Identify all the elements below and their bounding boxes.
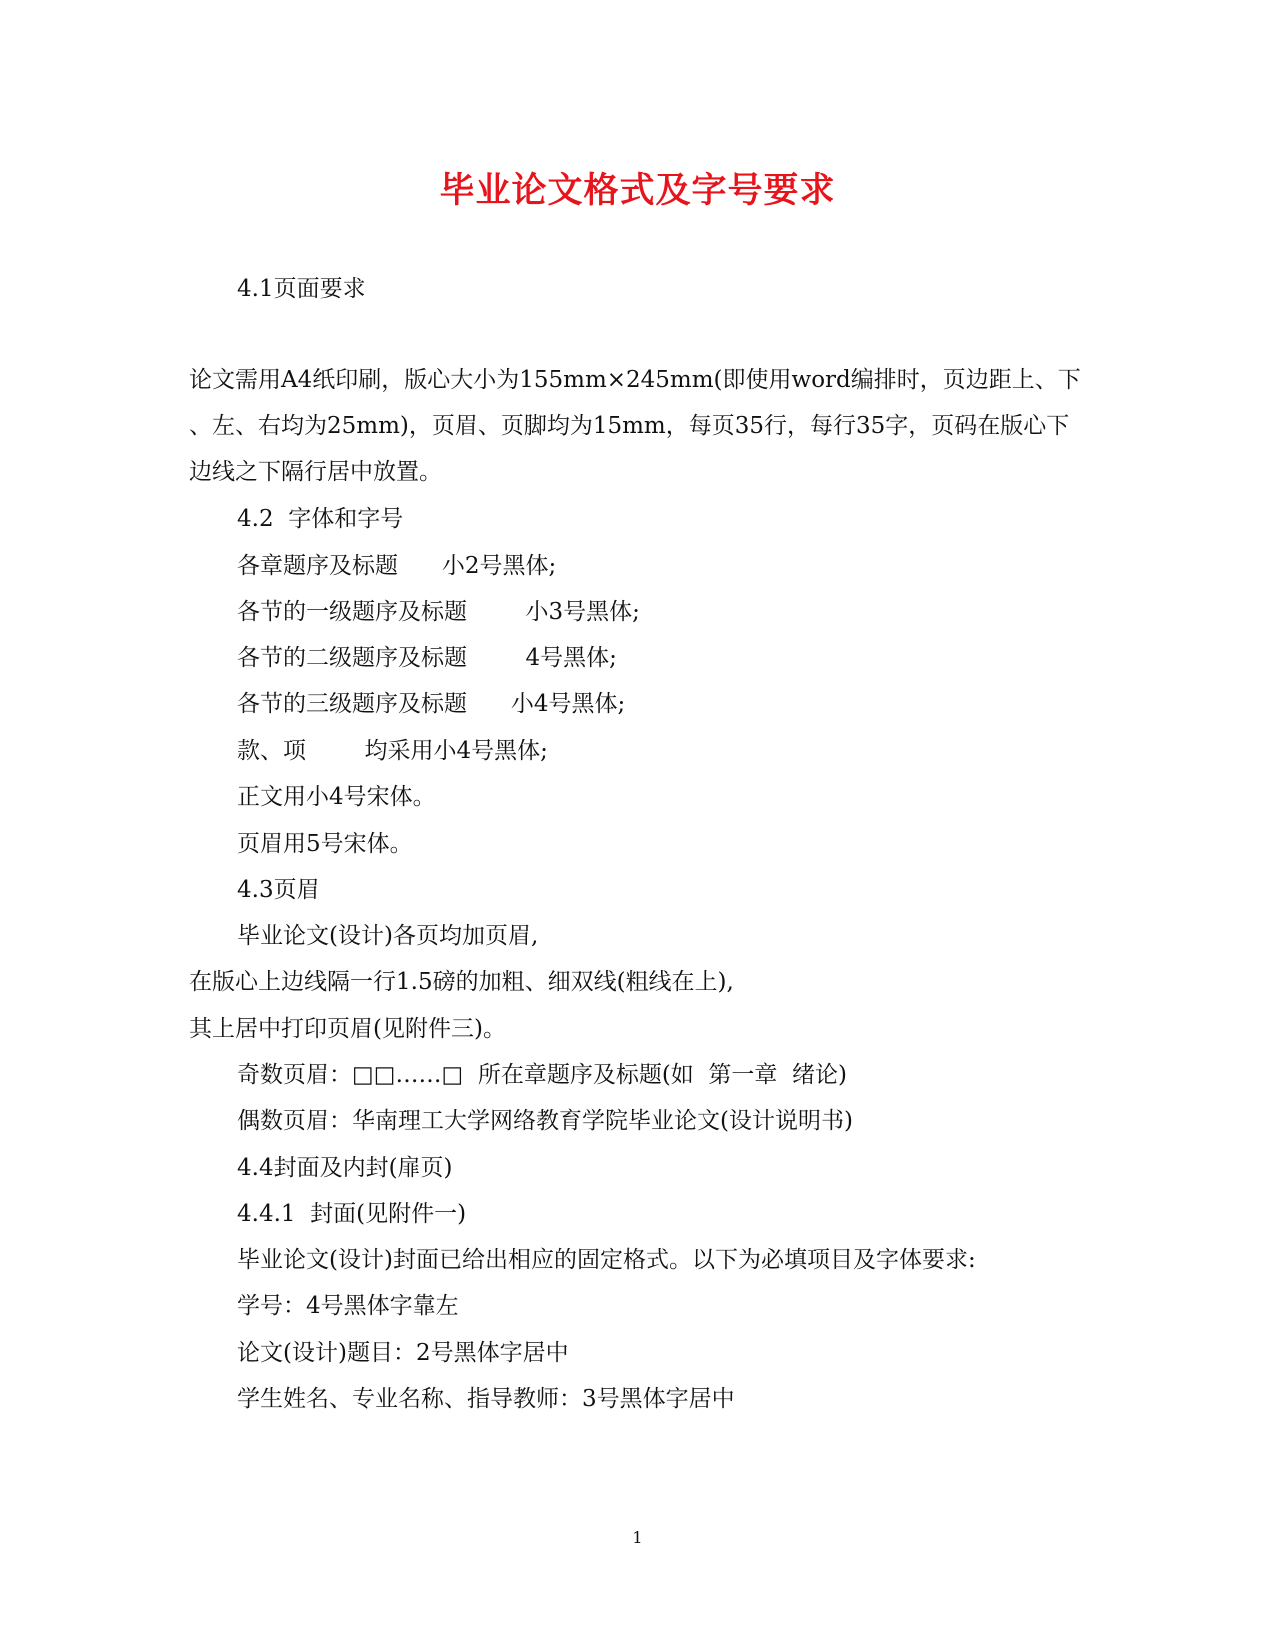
page-number: 1 — [632, 1528, 643, 1547]
list-item: 款、项 均采用小4号黑体; — [237, 738, 548, 764]
list-item: 学号：4号黑体字靠左 — [237, 1293, 459, 1319]
document-title: 毕业论文格式及字号要求 — [439, 170, 836, 211]
list-item: 各节的三级题序及标题 小4号黑体; — [237, 691, 626, 717]
paragraph-line: 、左、右均为25mm)，页眉、页脚均为15mm，每页35行，每行35字，页码在版心下 — [189, 413, 1070, 439]
section-heading-4-4-1: 4.4.1 封面(见附件一) — [237, 1201, 467, 1227]
list-item: 各节的一级题序及标题 小3号黑体; — [237, 599, 640, 625]
section-heading-4-2: 4.2 字体和字号 — [237, 506, 404, 532]
paragraph-line: 奇数页眉：□□……□ 所在章题序及标题(如 第一章 绪论) — [237, 1062, 848, 1088]
list-item: 论文(设计)题目：2号黑体字居中 — [237, 1340, 569, 1366]
paragraph-line: 毕业论文(设计)各页均加页眉, — [237, 923, 539, 949]
paragraph-line: 论文需用A4纸印刷，版心大小为155mm×245mm(即使用word编排时，页边距上、下 — [189, 367, 1081, 393]
section-heading-4-4: 4.4封面及内封(扉页) — [237, 1155, 453, 1181]
list-item: 学生姓名、专业名称、指导教师：3号黑体字居中 — [237, 1386, 735, 1412]
list-item: 各节的二级题序及标题 4号黑体; — [237, 645, 617, 671]
paragraph-line: 其上居中打印页眉(见附件三)。 — [189, 1016, 506, 1042]
list-item: 正文用小4号宋体。 — [237, 784, 436, 810]
paragraph-line: 偶数页眉：华南理工大学网络教育学院毕业论文(设计说明书) — [237, 1108, 853, 1134]
section-heading-4-3: 4.3页眉 — [237, 877, 320, 903]
paragraph-line: 边线之下隔行居中放置。 — [189, 459, 442, 485]
list-item: 各章题序及标题 小2号黑体; — [237, 553, 557, 579]
section-heading-4-1: 4.1页面要求 — [237, 276, 366, 302]
list-item: 页眉用5号宋体。 — [237, 831, 413, 857]
paragraph-line: 在版心上边线隔一行1.5磅的加粗、细双线(粗线在上), — [189, 969, 734, 995]
paragraph-line: 毕业论文(设计)封面已给出相应的固定格式。以下为必填项目及字体要求: — [237, 1247, 976, 1273]
